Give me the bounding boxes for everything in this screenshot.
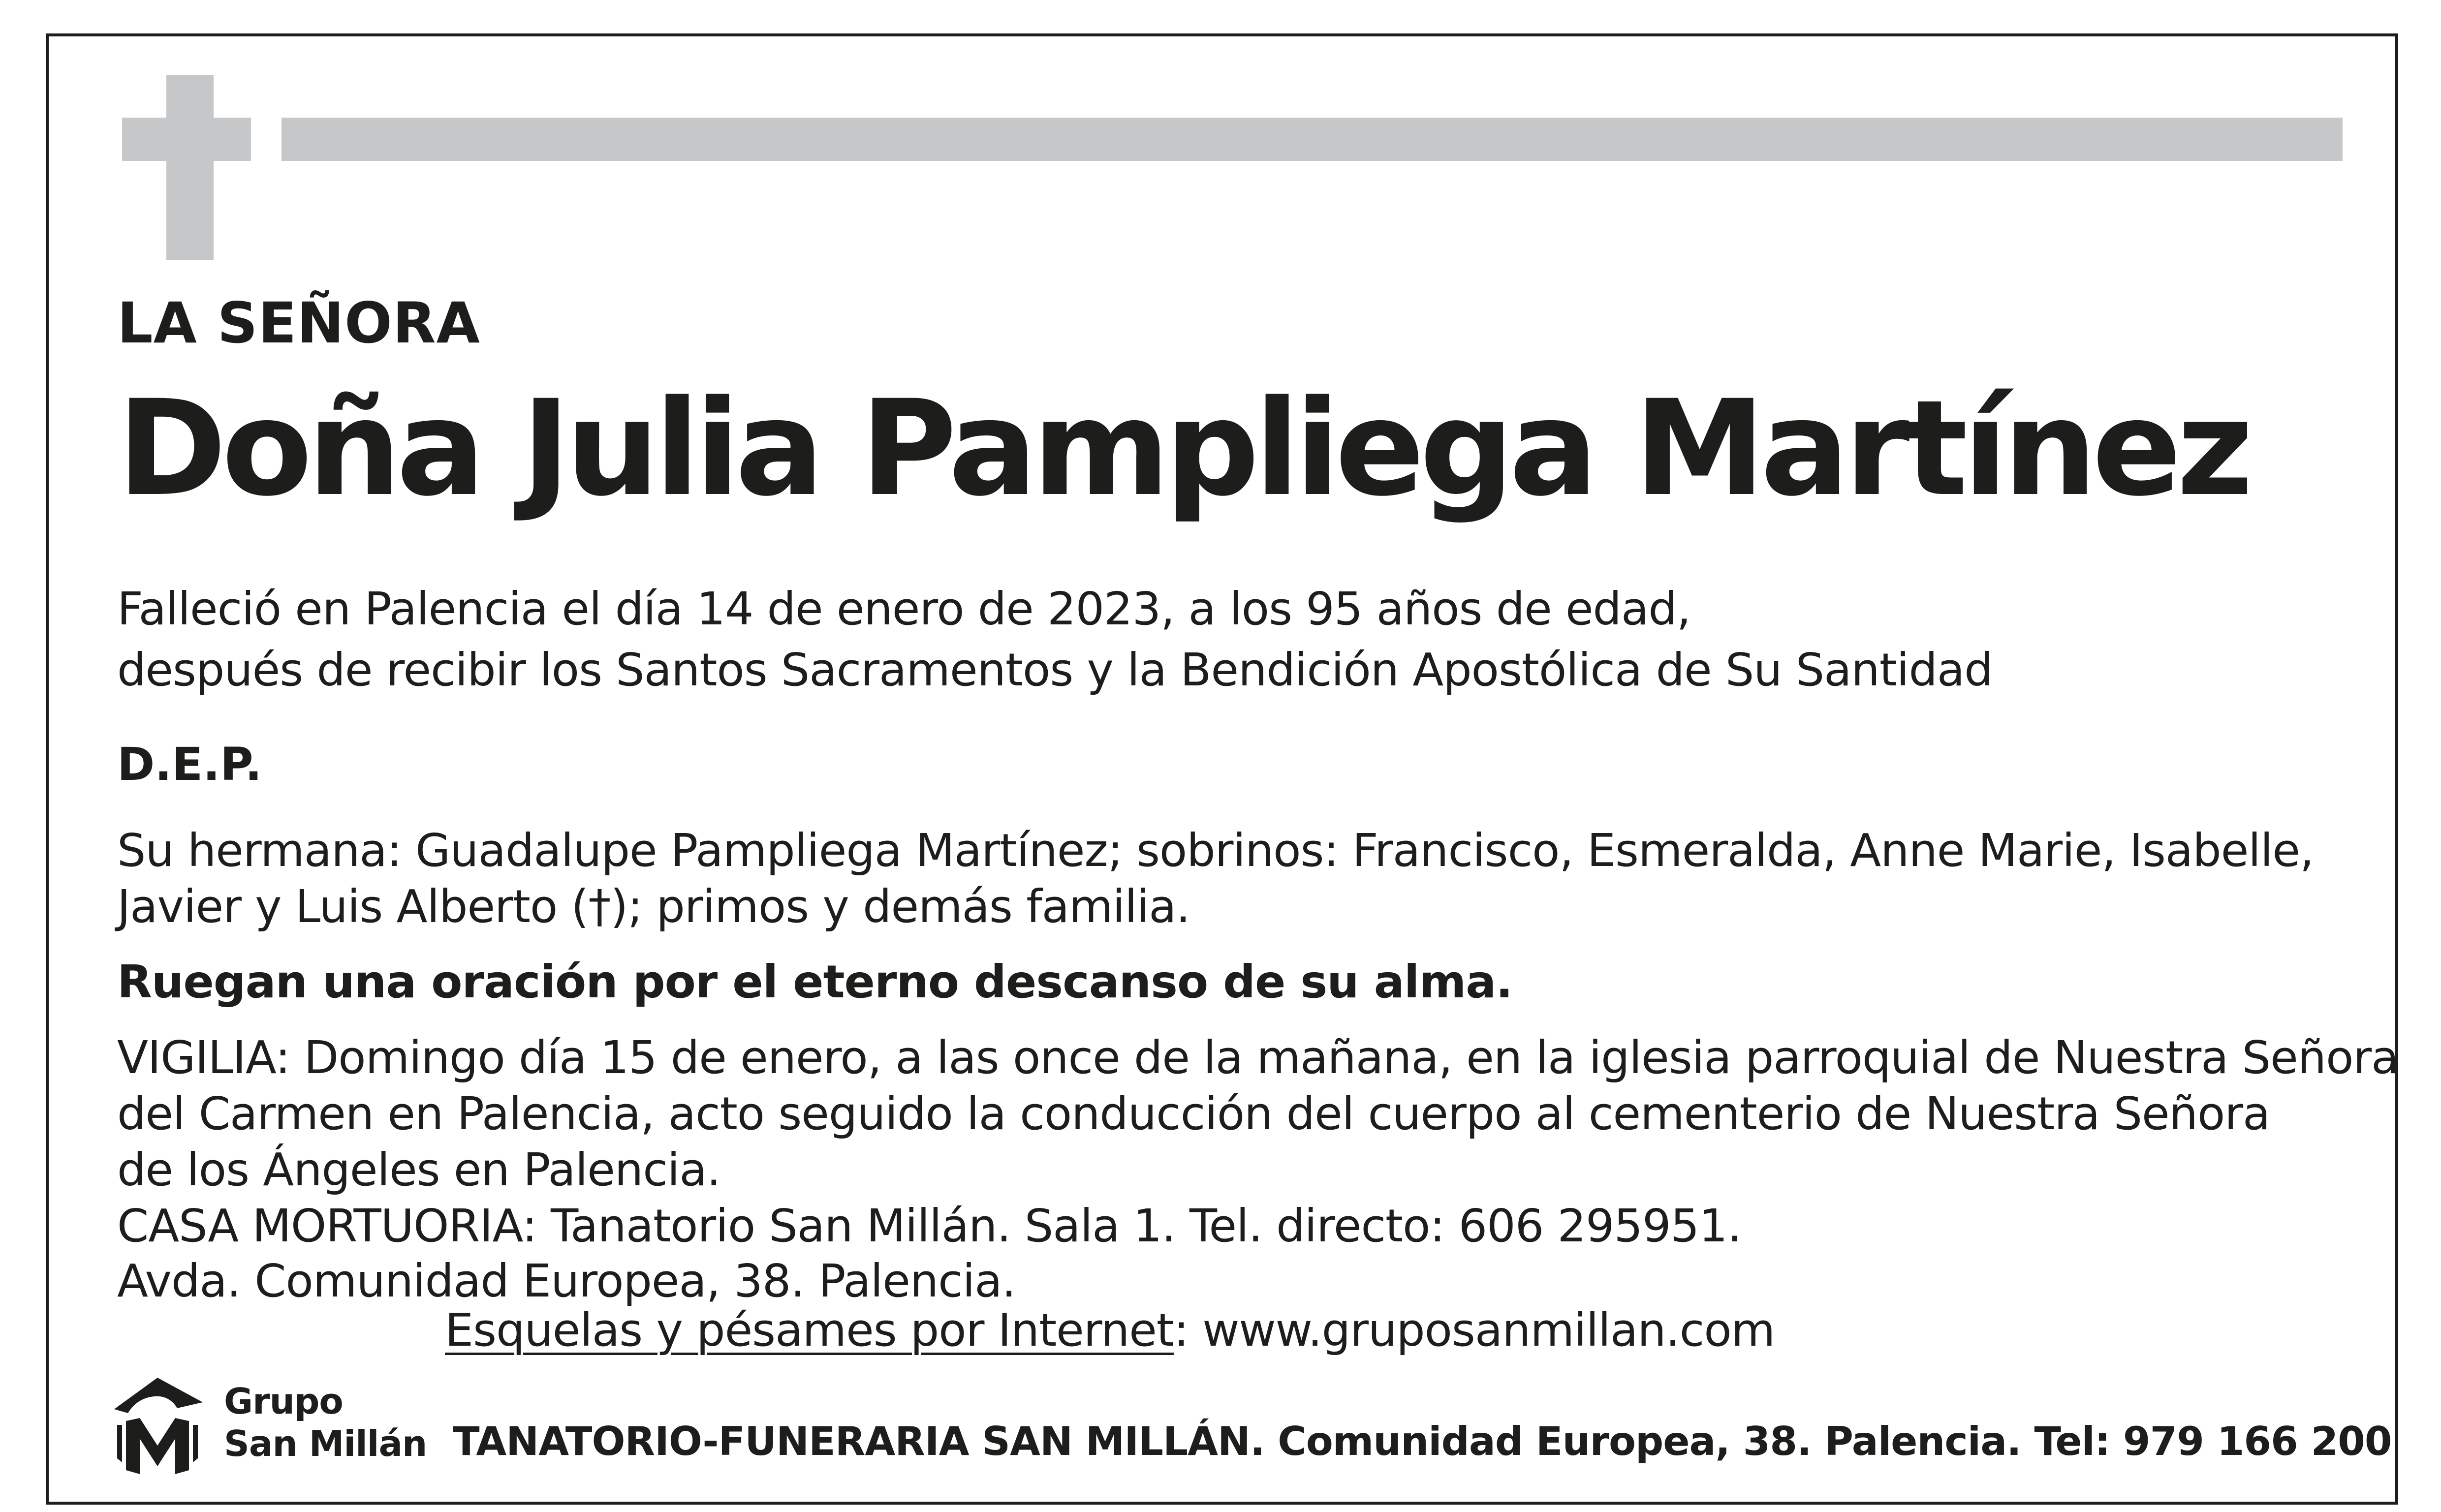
vigil-line-3: de los Ángeles en Palencia.	[117, 1143, 720, 1196]
header-gray-bar	[282, 118, 2343, 161]
footer-funeral-home: TANATORIO-FUNERARIA SAN MILLÁN. Comunidad Europea, 38. Palencia. Tel: 979 166 200	[453, 1419, 2392, 1464]
death-info-line-2: después de recibir los Santos Sacramentos y la Bendición Apostólica de Su Santidad	[117, 644, 1993, 696]
logo-text-line-1: Grupo	[224, 1381, 343, 1422]
web-url[interactable]: www.gruposanmillan.com	[1202, 1304, 1775, 1357]
family-line-2: Javier y Luis Alberto (†); primos y demás familia.	[117, 880, 1190, 933]
death-info-line-1: Falleció en Palencia el día 14 de enero de 2023, a los 95 años de edad,	[117, 583, 1690, 635]
deceased-name: Doña Julia Pampliega Martínez	[117, 372, 2249, 525]
grupo-san-millan-logo-icon	[103, 1374, 212, 1482]
web-line	[445, 1304, 1775, 1357]
web-separator: :	[1173, 1304, 1189, 1357]
web-label: Esquelas y pésames por Internet	[445, 1304, 1174, 1357]
vigil-line-1: VIGILIA: Domingo día 15 de enero, a las once de la mañana, en la iglesia parroquial de Nuestra Señora	[117, 1031, 2399, 1084]
mortuary-line-1: CASA MORTUORIA: Tanatorio San Millán. Sala 1. Tel. directo: 606 295951.	[117, 1200, 1741, 1252]
mortuary-line-2: Avda. Comunidad Europea, 38. Palencia.	[117, 1255, 1016, 1307]
cross-vertical-bar	[166, 75, 214, 260]
vigil-line-2: del Carmen en Palencia, acto seguido la conducción del cuerpo al cementerio de Nuestra Señora	[117, 1087, 2270, 1140]
family-line-1: Su hermana: Guadalupe Pampliega Martínez; sobrinos: Francisco, Esmeralda, Anne Marie, Isabelle,	[117, 824, 2314, 877]
logo-text-line-2: San Millán	[224, 1423, 427, 1464]
intro-title: LA SEÑORA	[117, 290, 480, 356]
prayer-request: Ruegan una oración por el eterno descanso de su alma.	[117, 956, 1513, 1008]
cross-horizontal-bar	[122, 118, 251, 161]
dep-abbreviation: D.E.P.	[117, 738, 262, 791]
